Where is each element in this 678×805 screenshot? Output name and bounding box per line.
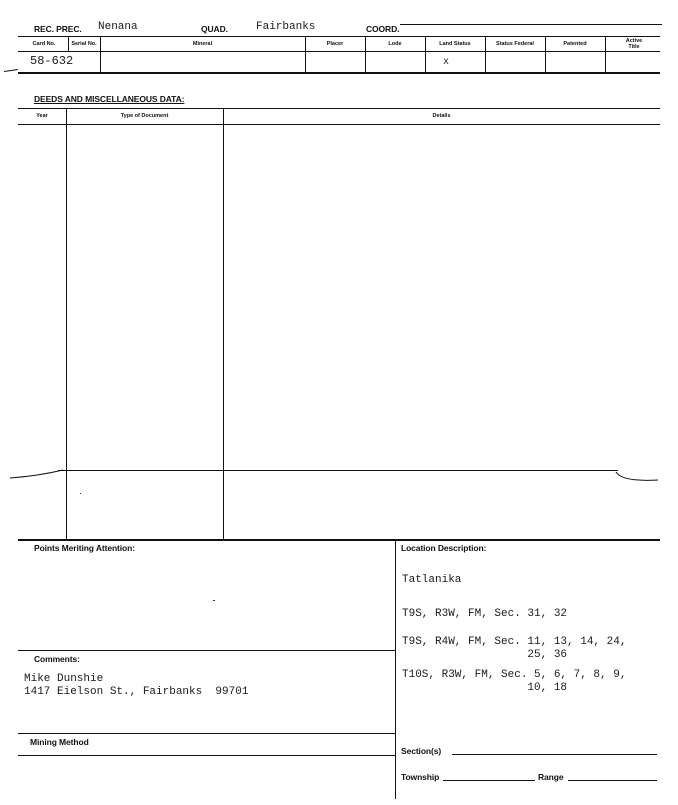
deeds-col-details: Details <box>432 113 451 119</box>
fold-line <box>58 470 618 471</box>
bottom-center-divider <box>395 539 396 799</box>
col-sep-5 <box>425 36 426 72</box>
quad-label: QUAD. <box>201 24 228 34</box>
quad-value: Fairbanks <box>256 21 316 33</box>
mining-method-label: Mining Method <box>30 737 89 747</box>
mining-underline <box>18 755 395 756</box>
range-field[interactable] <box>568 780 657 781</box>
comments-label: Comments: <box>34 654 80 664</box>
margin-tick <box>4 69 18 72</box>
range-label: Range <box>538 772 564 782</box>
col-sep-6 <box>485 36 486 72</box>
location-line-3: 25, 36 <box>402 649 568 661</box>
land-status-mark: x <box>443 57 450 68</box>
speck <box>213 600 215 601</box>
col-serial-no: Serial No. <box>71 40 97 47</box>
speck <box>80 493 81 494</box>
col-patented: Patented <box>563 40 587 47</box>
col-lode: Lode <box>388 40 402 47</box>
deeds-col-year: Year <box>36 113 48 119</box>
location-line-2: T9S, R4W, FM, Sec. 11, 13, 14, 24, <box>402 636 627 648</box>
location-label: Location Description: <box>401 543 487 553</box>
deeds-line-top <box>18 108 660 109</box>
section-field[interactable] <box>452 754 657 755</box>
location-line-4: T10S, R3W, FM, Sec. 5, 6, 7, 8, 9, <box>402 669 627 681</box>
deeds-sep-2 <box>223 108 224 540</box>
coord-label: COORD. <box>366 24 400 34</box>
col-mineral: Mineral <box>192 40 213 47</box>
township-label: Township <box>401 772 440 782</box>
col-status-federal: Status Federal <box>496 40 534 47</box>
comments-name: Mike Dunshie <box>24 673 104 685</box>
header-line-bottom <box>18 72 660 74</box>
col-placer: Placer <box>326 40 344 47</box>
location-place: Tatlanika <box>402 574 462 586</box>
location-line-1: T9S, R3W, FM, Sec. 31, 32 <box>402 608 568 620</box>
mining-line <box>18 733 395 734</box>
comments-address: 1417 Eielson St., Fairbanks 99701 <box>24 686 249 698</box>
section-label: Section(s) <box>401 746 442 756</box>
location-line-5: 10, 18 <box>402 682 568 694</box>
deeds-col-type: Type of Document <box>120 113 169 119</box>
col-card-no: Card No. <box>32 40 56 47</box>
header-line-mid <box>18 51 660 52</box>
rec-prec-label: REC. PREC. <box>34 24 82 34</box>
bottom-section-top <box>18 539 660 541</box>
township-field[interactable] <box>443 780 535 781</box>
deeds-line-under-header <box>18 124 660 125</box>
points-label: Points Meriting Attention: <box>34 543 135 553</box>
comments-line <box>18 650 395 651</box>
rec-prec-value: Nenana <box>98 21 138 33</box>
col-active-title: Active Title <box>625 37 643 50</box>
col-land-status: Land Status <box>439 40 471 47</box>
header-top-rule <box>400 24 662 25</box>
deeds-title: DEEDS AND MISCELLANEOUS DATA: <box>34 94 185 104</box>
fold-curl-right <box>612 466 662 486</box>
fold-curl-left <box>8 466 68 482</box>
col-sep-8 <box>605 36 606 72</box>
card-number-value: 58-632 <box>30 54 74 68</box>
